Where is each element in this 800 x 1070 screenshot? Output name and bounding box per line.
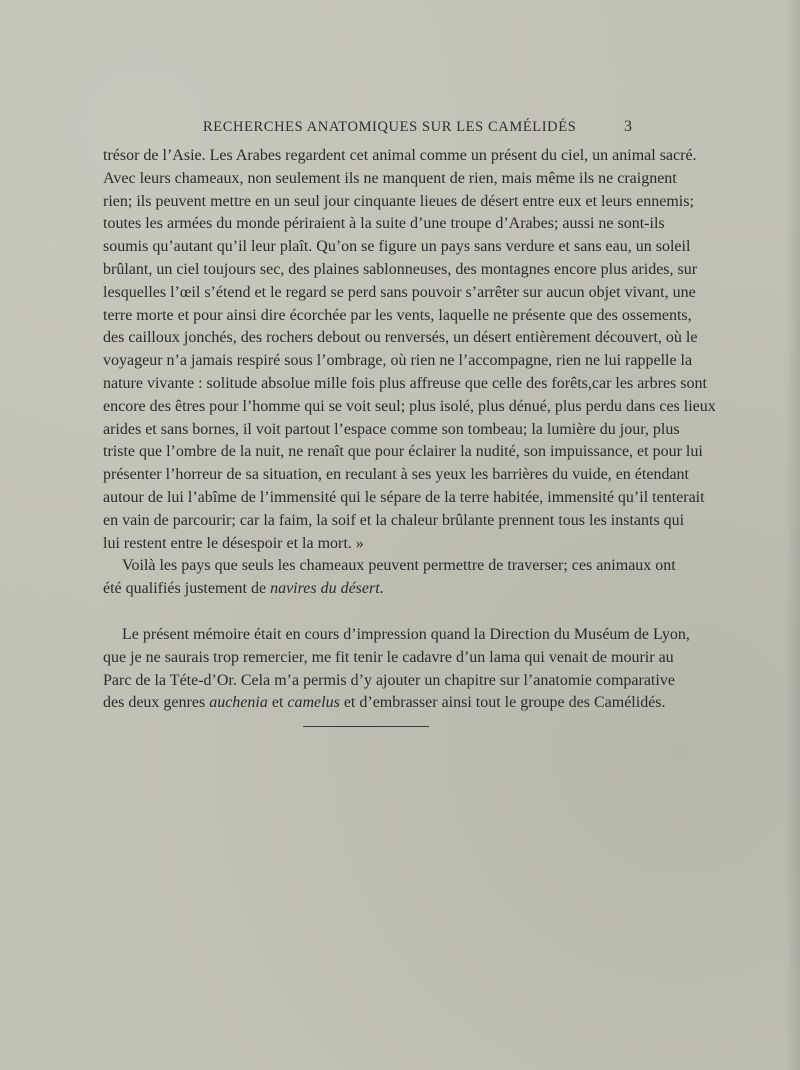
text-line [103,692,666,715]
text-line: lui restent entre le désespoir et la mort. » [103,534,364,552]
text-line: autour de lui l’abîme de l’immensité qui le sépare de la terre habitée, immensité qu’il tenterait [103,488,705,506]
text-line: terre morte et pour ainsi dire écorchée par les vents, laquelle ne présente que des ossements, [103,306,692,324]
text-line: encore des êtres pour l’homme qui se voit seul; plus isolé, plus dénué, plus perdu dans ces lieux [103,397,716,415]
text-line: voyageur n’a jamais respiré sous l’ombrage, où rien ne l’accompagne, rien ne lui rappelle la [103,352,693,370]
text-line [103,578,635,601]
page-number: 3 [624,118,632,135]
text-line: nature vivante : solitude absolue mille fois plus affreuse que celle des forêts,car les arbres sont [103,374,707,392]
text-line: Le présent mémoire était en cours d’impression quand la Direction du Muséum de Lyon, [122,625,690,643]
text-run: . [379,580,384,598]
paragraph-quote [103,145,716,555]
italic-term: camelus [287,694,340,712]
paragraph-memoire [103,624,690,715]
text-line: triste que l’ombre de la nuit, ne renaît que pour éclairer la nudité, son impuissance, et pour lui [103,443,703,461]
text-line: toutes les armées du monde périraient à la suite d’une troupe d’Arabes; aussi ne sont-ils [103,215,665,233]
paragraph-gap [103,601,635,624]
text-line: Avec leurs chameaux, non seulement ils ne manquent de rien, mais même ils ne craignent [103,169,677,187]
text-line: Parc de la Téte-d’Or. Cela m’a permis d’y ajouter un chapitre sur l’anatomie comparative [103,671,675,689]
text-run: et d’embrasser ainsi tout le groupe des Camélidés. [339,694,666,712]
body-text [103,145,716,715]
text-line: Voilà les pays que seuls les chameaux peuvent permettre de traverser; ces animaux ont [122,557,676,575]
text-line: soumis qu’autant qu’il leur plaît. Qu’on se figure un pays sans verdure et sans eau, un soleil [103,238,691,256]
text-line: trésor de l’Asie. Les Arabes regardent cet animal comme un présent du ciel, un animal sacré. [103,147,697,164]
text-line: en vain de parcourir; car la faim, la soif et la chaleur brûlante prennent tous les instants qui [103,511,685,529]
text-run: été qualifiés justement de [103,580,271,598]
text-line: que je ne saurais trop remercier, me fit tenir le cadavre d’un lama qui venait de mourir au [103,648,674,666]
text-line: présenter l’horreur de sa situation, en reculant à ses yeux les barrières du vuide, en étendant [103,466,689,484]
text-line: des cailloux jonchés, des rochers debout ou renversés, un désert entièrement découvert, où le [103,329,698,347]
section-divider [303,726,429,727]
text-line: brûlant, un ciel toujours sec, des plaines sablonneuses, des montagnes encore plus arides, sur [103,260,698,278]
running-title: RECHERCHES ANATOMIQUES SUR LES CAMÉLIDÉS [203,119,577,135]
paragraph-navires [103,555,676,601]
page-edge-shadow [786,0,800,1070]
text-line: lesquelles l’œil s’étend et le regard se perd sans pouvoir s’arrêter sur aucun objet vivant, une [103,283,696,301]
text-line: rien; ils peuvent mettre en un seul jour cinquante lieues de désert entre eux et leurs ennemis; [103,192,694,210]
italic-term: auchenia [209,694,268,712]
text-line: arides et sans bornes, il voit partout l’espace comme son tombeau; la lumière du jour, plus [103,420,680,438]
italic-term: navires du désert [270,580,380,598]
text-run: des deux genres [103,694,210,712]
text-run: et [267,694,288,712]
